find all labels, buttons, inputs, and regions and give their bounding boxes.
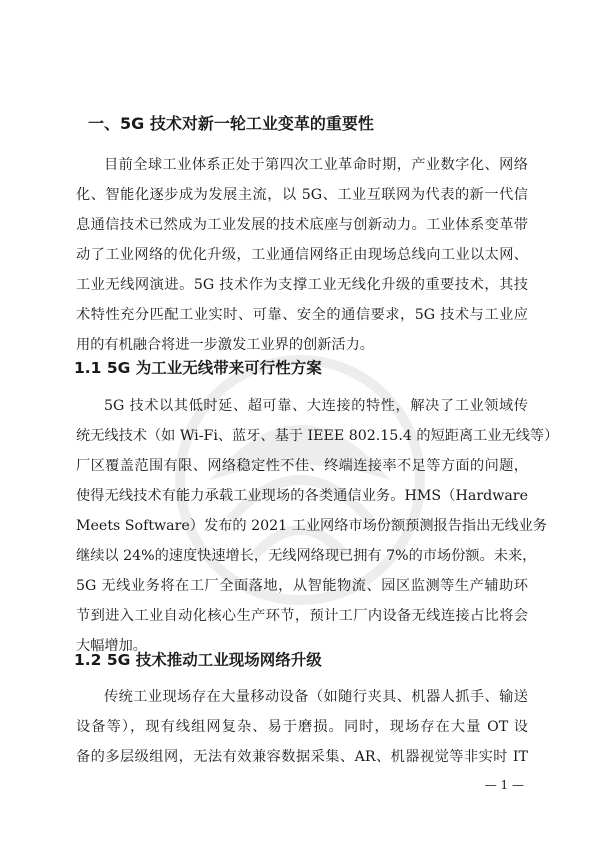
paragraph-line: 动了工业网络的优化升级，工业通信网络正由现场总线向工业以太网、 [76,247,528,263]
paragraph-2 [76,391,559,661]
paragraph-1 [76,150,528,360]
paragraph-line: 术特性充分匹配工业实时、可靠、安全的通信要求，5G 技术与工业应 [76,307,528,323]
paragraph-line: 目前全球工业体系正处于第四次工业革命时期，产业数字化、网络 [104,157,528,173]
section-heading-1: 一、5G 技术对新一轮工业变革的重要性 [88,114,374,133]
paragraph-line: 用的有机融合将进一步激发工业界的创新活力。 [76,337,374,353]
paragraph-3 [76,682,528,772]
paragraph-line: 工业无线网演进。5G 技术作为支撑工业无线化升级的重要技术，其技 [76,277,528,293]
paragraph-line: 备的多层级组网，无法有效兼容数据采集、AR、机器视觉等非实时 IT [76,749,528,765]
subsection-heading-1-2: 1.2 5G 技术推动工业现场网络升级 [74,651,322,669]
subsection-heading-1-1: 1.1 5G 为工业无线带来可行性方案 [74,359,322,377]
paragraph-line: 节到进入工业自动化核心生产环节，预计工厂内设备无线连接占比将会 [76,608,528,624]
paragraph-line: 设备等），现有线组网复杂、易于磨损。同时，现场存在大量 OT 设 [76,719,528,735]
paragraph-line: Meets Software）发布的 2021 工业网络市场份额预测报告指出无线业务 [76,518,548,534]
paragraph-line: 5G 技术以其低时延、超可靠、大连接的特性，解决了工业领域传 [104,398,528,414]
paragraph-line: 大幅增加。 [76,638,147,654]
paragraph-line: 使得无线技术有能力承载工业现场的各类通信业务。HMS（Hardware [76,488,528,504]
paragraph-line: 化、智能化逐步成为发展主流，以 5G、工业互联网为代表的新一代信 [76,187,528,203]
paragraph-line: 厂区覆盖范围有限、网络稳定性不佳、终端连接率不足等方面的问题， [76,458,528,474]
paragraph-line: 5G 无线业务将在工厂全面落地，从智能物流、园区监测等生产辅助环 [76,578,528,594]
paragraph-line: 息通信技术已然成为工业发展的技术底座与创新动力。工业体系变革带 [76,217,528,233]
paragraph-line: 传统工业现场存在大量移动设备（如随行夹具、机器人抓手、输送 [104,689,528,705]
page-number: — 1 — [484,778,524,792]
paragraph-line: 统无线技术（如 Wi-Fi、蓝牙、基于 IEEE 802.15.4 的短距离工业无线等） [76,428,559,444]
paragraph-line: 继续以 24%的速度快速增长，无线网络现已拥有 7%的市场份额。未来， [76,548,537,564]
